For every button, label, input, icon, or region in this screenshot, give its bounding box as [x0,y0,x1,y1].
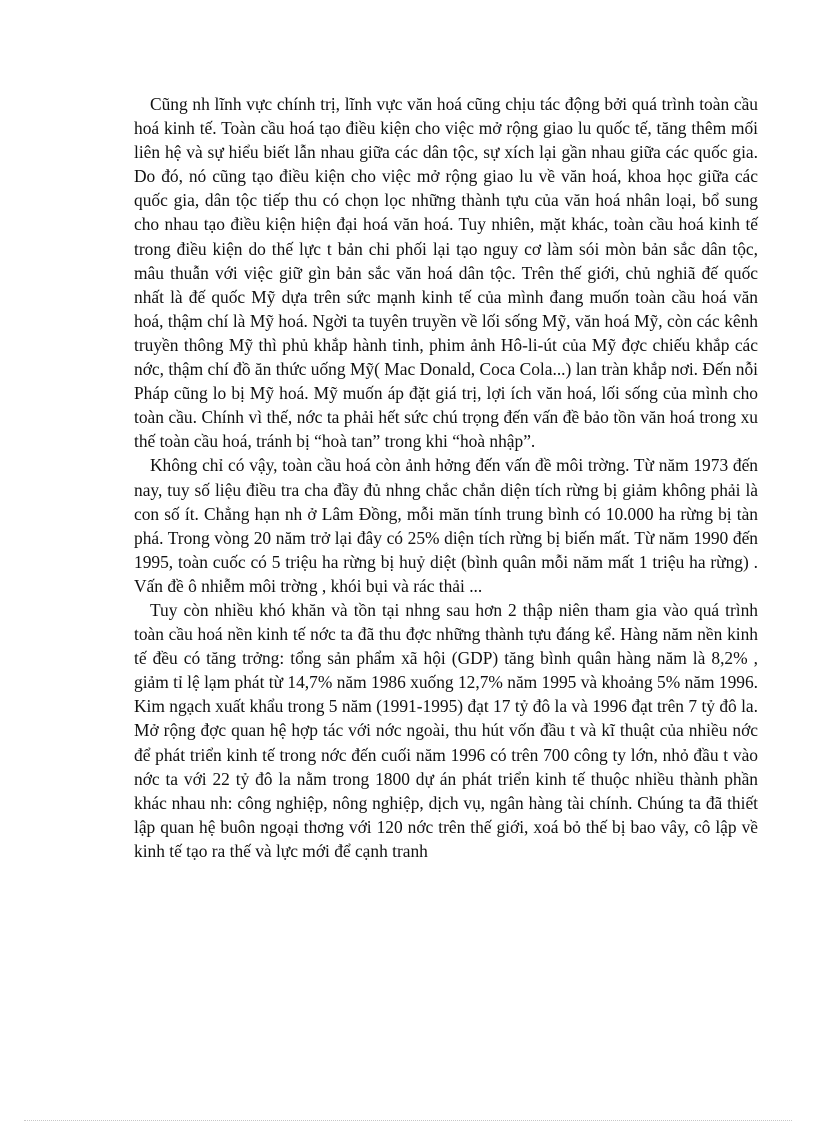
paragraph-environment: Không chỉ có vậy, toàn cầu hoá còn ảnh hởng đến vấn đề môi trờng. Từ năm 1973 đến nay, tuy số liệu điều tra cha đầy đủ nhng chắc chắn diện tích rừng bị giảm không phải là con số ít. Chẳng hạn nh ở Lâm Đồng, mỗi măn tính trung bình có 10.000 ha rừng bị tàn phá. Trong vòng 20 năm trở lại đây có 25% diện tích rừng bị biến mất. Từ năm 1990 đến 1995, toàn cuốc có 5 triệu ha rừng bị huỷ diệt (bình quân mỗi năm mất 1 triệu ha rừng) . Vấn đề ô nhiễm môi trờng , khói bụi và rác thải ... [134,455,758,596]
page-bottom-divider [24,1120,792,1121]
document-body [134,92,758,863]
paragraph-economy: Tuy còn nhiều khó khăn và tồn tại nhng sau hơn 2 thập niên tham gia vào quá trình toàn cầu hoá nền kinh tế nớc ta đã thu đợc những thành tựu đáng kể. Hàng năm nền kinh tế đều có tăng trởng: tổng sản phẩm xã hội (GDP) tăng bình quân hàng năm là 8,2% , giảm tỉ lệ lạm phát từ 14,7% năm 1986 xuống 12,7% năm 1995 và khoảng 5% năm 1996. Kim ngạch xuất khẩu trong 5 năm (1991-1995) đạt 17 tỷ đô la và 1996 đạt trên 7 tỷ đô la. Mở rộng đợc quan hệ hợp tác với nớc ngoài, thu hút vốn đầu t và kĩ thuật của nhiều nớc để phát triển kinh tế trong nớc đến cuối năm 1996 có trên 700 công ty lớn, nhỏ đầu t vào nớc ta với 22 tỷ đô la nằm trong 1800 dự án phát triển kinh tế thuộc nhiều thành phần khác nhau nh: công nghiệp, nông nghiệp, dịch vụ, ngân hàng tài chính. Chúng ta đã thiết lập quan hệ buôn ngoại thơng với 120 nớc trên thế giới, xoá bỏ thế bị bao vây, cô lập về kinh tế tạo ra thế và lực mới để cạnh tranh [134,599,758,861]
paragraph-culture: Cũng nh lĩnh vực chính trị, lĩnh vực văn hoá cũng chịu tác động bởi quá trình toàn cầu hoá kinh tế. Toàn cầu hoá tạo điều kiện cho việc mở rộng giao lu quốc tế, tăng thêm mối liên hệ và sự hiểu biết lẫn nhau giữa các dân tộc, sự xích lại gần nhau giữa các quốc gia. Do đó, nó cũng tạo điều kiện cho việc mở rộng giao lu về văn hoá, khoa học giữa các quốc gia, dân tộc tiếp thu có chọn lọc những thành tựu của văn hoá nhân loại, bổ sung cho nhau tạo điều kiện hiện đại hoá văn hoá. Tuy nhiên, mặt khác, toàn cầu hoá kinh tế trong điều kiện do thế lực t bản chi phối lại tạo nguy cơ làm sói mòn bản sắc dân tộc, mâu thuẫn với việc giữ gìn bản sắc văn hoá dân tộc. Trên thế giới, chủ nghiã đế quốc nhất là đế quốc Mỹ dựa trên sức mạnh kinh tế của mình đang muốn toàn cầu hoá văn hoá, thậm chí là Mỹ hoá. Ngời ta tuyên truyền về lối sống Mỹ, văn hoá Mỹ, còn các kênh truyền thông Mỹ thì phủ khắp hành tinh, phim ảnh Hô-li-út của Mỹ đợc chiếu khắp các nớc, thậm chí đồ ăn thức uống Mỹ( Mac Donald, Coca Cola...) lan tràn khắp nơi. Đến nỗi Pháp cũng lo bị Mỹ hoá. Mỹ muốn áp đặt giá trị, lợi ích văn hoá, lối sống của mình cho toàn cầu. Chính vì thế, nớc ta phải hết sức chú trọng đến vấn đề bảo tồn văn hoá trong xu thế toàn cầu hoá, tránh bị “hoà tan” trong khi “hoà nhập”. [134,94,758,452]
